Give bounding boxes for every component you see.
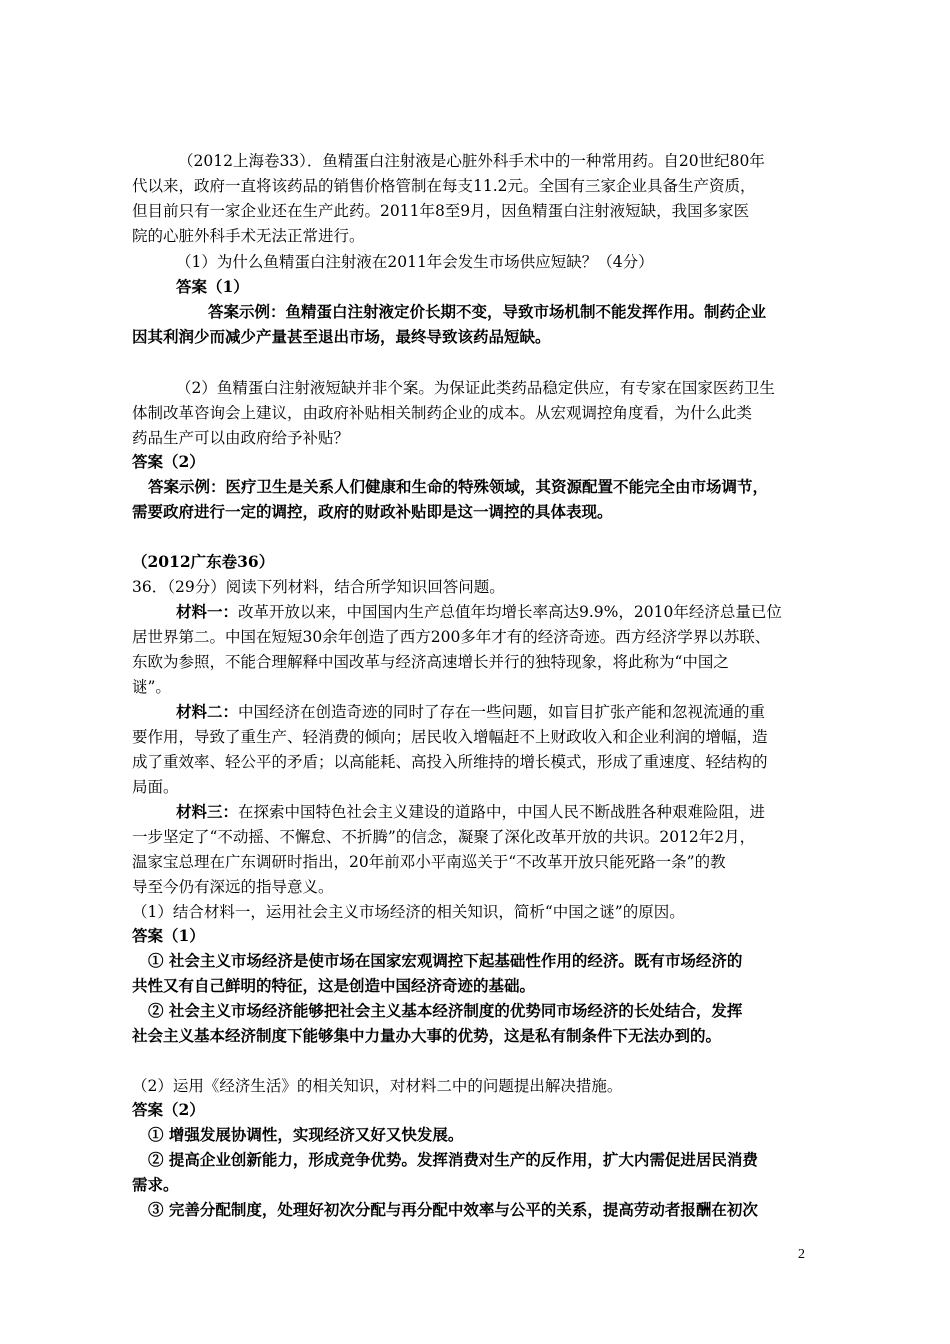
answer-label-1: 答案（1） (176, 277, 249, 296)
answer-4-point-2-line-2: 需求。 (132, 1175, 179, 1194)
answer-label-3: 答案（1） (132, 926, 205, 945)
material-2-line-3: 成了重效率、轻公平的矛盾；以高能耗、高投入所维持的增长模式，形成了重速度、轻结构的 (132, 753, 768, 771)
answer-3-point-2-line-1: ② 社会主义市场经济能够把社会主义基本经济制度的优势同市场经济的长处结合，发挥 (148, 1001, 743, 1020)
material-1-text: 改革开放以来，中国国内生产总值年均增长率高达9.9%，2010年经济总量已位 (238, 603, 782, 621)
answer-1-line-1: 答案示例：鱼精蛋白注射液定价长期不变，导致市场机制不能发挥作用。制药企业 (208, 302, 767, 321)
answer-2-line-2: 需要政府进行一定的调控，政府的财政补贴即是这一调控的具体表现。 (132, 502, 613, 521)
answer-4-point-1: ① 增强发展协调性，实现经济又好又快发展。 (148, 1125, 464, 1144)
material-1-line-1 (176, 601, 950, 623)
intro-line-3: 但目前只有一家企业还在生产此药。2011年8至9月，因鱼精蛋白注射液短缺，我国多家医 (132, 202, 750, 220)
question-2-line-3: 药品生产可以由政府给予补贴？ (132, 429, 350, 447)
answer-1-line-2: 因其利润少而减少产量甚至退出市场，最终导致该药品短缺。 (132, 327, 551, 346)
material-3-label: 材料三： (176, 802, 239, 821)
question-2-line-1: （2）鱼精蛋白注射液短缺并非个案。为保证此类药品稳定供应，有专家在国家医药卫生 (176, 379, 775, 397)
question-stem: 36．（29分）阅读下列材料，结合所学知识回答问题。 (132, 578, 505, 596)
intro-line-1: （2012上海卷33）．鱼精蛋白注射液是心脏外科手术中的一种常用药。自20世纪80年 (178, 152, 765, 170)
material-2-line-2: 要作用，导致了重生产、轻消费的倾向；居民收入增幅赶不上财政收入和企业利润的增幅，造 (132, 728, 768, 746)
material-3-line-4: 导至今仍有深远的指导意义。 (132, 878, 334, 896)
question-4: （2）运用《经济生活》的相关知识，对材料二中的问题提出解决措施。 (132, 1077, 623, 1095)
material-2-text: 中国经济在创造奇迹的同时了存在一些问题，如盲目扩张产能和忽视流通的重 (238, 703, 766, 721)
material-1-line-4: 谜”。 (132, 678, 171, 696)
question-1: （1）为什么鱼精蛋白注射液在2011年会发生市场供应短缺？（4分） (176, 253, 654, 271)
answer-3-point-2-line-2: 社会主义基本经济制度下能够集中力量办大事的优势，这是私有制条件下无法办到的。 (132, 1026, 722, 1045)
answer-2-line-1: 答案示例：医疗卫生是关系人们健康和生命的特殊领域，其资源配置不能完全由市场调节， (148, 477, 769, 496)
material-3-line-1 (176, 801, 950, 823)
material-2-line-1 (176, 701, 950, 723)
answer-4-point-2-line-1: ② 提高企业创新能力，形成竞争优势。发挥消费对生产的反作用，扩大内需促进居民消费 (148, 1150, 758, 1169)
answer-4-point-3-line-1: ③ 完善分配制度，处理好初次分配与再分配中效率与公平的关系，提高劳动者报酬在初次 (148, 1200, 758, 1219)
answer-label-4: 答案（2） (132, 1100, 205, 1119)
question-2-line-2: 体制改革咨询会上建议，由政府补贴相关制药企业的成本。从宏观调控角度看，为什么此类 (132, 404, 753, 422)
intro-line-4: 院的心脏外科手术无法正常进行。 (132, 227, 365, 245)
intro-line-2: 代以来，政府一直将该药品的销售价格管制在每支11.2元。全国有三家企业具备生产资质， (132, 177, 756, 195)
source-label: （2012广东卷36） (132, 552, 275, 571)
material-3-line-3: 温家宝总理在广东调研时指出，20年前邓小平南巡关于“不改革开放只能死路一条”的教 (132, 853, 726, 871)
material-3-text: 在探索中国特色社会主义建设的道路中，中国人民不断战胜各种艰难险阻，进 (238, 803, 766, 821)
material-1-line-3: 东欧为参照，不能合理解释中国改革与经济高速增长并行的独特现象，将此称为“中国之 (132, 653, 729, 671)
answer-3-point-1-line-2: 共性又有自己鲜明的特征，这是创造中国经济奇迹的基础。 (132, 976, 536, 995)
page-number: 2 (798, 1247, 805, 1262)
material-3-line-2: 一步坚定了“不动摇、不懈怠、不折腾”的信念，凝聚了深化改革开放的共识。2012年2月， (132, 828, 756, 846)
answer-label-2: 答案（2） (132, 452, 205, 471)
material-1-label: 材料一： (176, 602, 239, 621)
material-1-line-2: 居世界第二。中国在短短30余年创造了西方200多年才有的经济奇迹。西方经济学界以苏联、 (132, 628, 771, 646)
answer-3-point-1-line-1: ① 社会主义市场经济是使市场在国家宏观调控下起基础性作用的经济。既有市场经济的 (148, 951, 743, 970)
material-2-label: 材料二： (176, 702, 239, 721)
question-3: （1）结合材料一，运用社会主义市场经济的相关知识，简析“中国之谜”的原因。 (132, 903, 685, 921)
material-2-line-4: 局面。 (132, 778, 179, 796)
